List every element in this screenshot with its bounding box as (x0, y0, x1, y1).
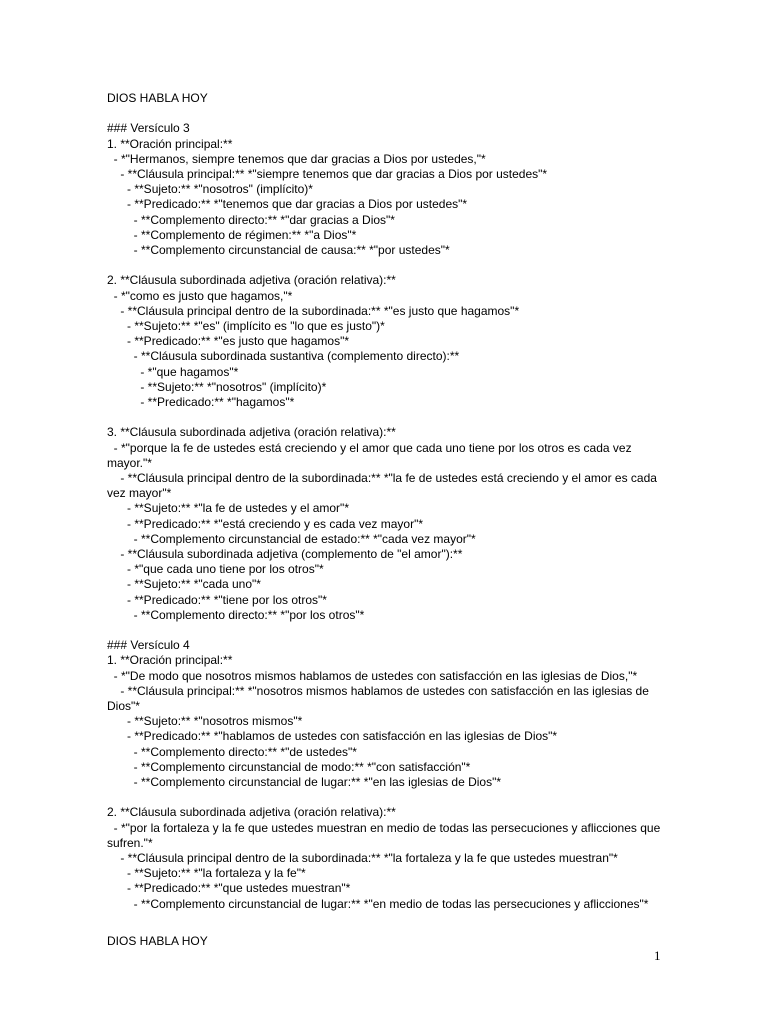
text-line: - **Sujeto:** *"cada uno"* (107, 577, 261, 592)
outline-block (107, 121, 667, 258)
text-line: - *"De modo que nosotros mismos hablamos de ustedes con satisfacción en las iglesias de Dios,"* (107, 668, 638, 683)
text-line: - **Predicado:** *"es justo que hagamos"* (107, 334, 349, 349)
text-line: - **Complemento directo:** *"de ustedes"* (107, 744, 357, 759)
text-line: - **Predicado:** *"que ustedes muestran"* (107, 881, 351, 896)
block-spacer (107, 790, 667, 805)
text-line: - **Cláusula subordinada adjetiva (complemento de "el amor"):** (107, 547, 463, 562)
text-line: 1. **Oración principal:** (107, 136, 233, 151)
text-line: - **Complemento circunstancial de causa:** *"por ustedes"* (107, 243, 450, 258)
text-line: - **Cláusula principal dentro de la subordinada:** *"la fortaleza y la fe que ustedes muestran"* (107, 851, 618, 866)
text-line: - **Predicado:** *"tenemos que dar gracias a Dios por ustedes"* (107, 197, 468, 212)
text-line: - **Complemento circunstancial de estado:** *"cada vez mayor"* (107, 531, 476, 546)
text-line: - **Cláusula subordinada sustantiva (complemento directo):** (107, 349, 460, 364)
block-spacer (107, 410, 667, 425)
page-title: DIOS HABLA HOY (107, 91, 208, 105)
header-block (107, 91, 667, 106)
text-line: - **Sujeto:** *"nosotros" (implícito)* (107, 379, 327, 394)
text-line: - *"que hagamos"* (107, 364, 239, 379)
outline-block (107, 638, 667, 790)
text-line: - **Sujeto:** *"es" (implícito es "lo que es justo")* (107, 319, 385, 334)
text-line: - **Sujeto:** *"la fe de ustedes y el amor"* (107, 501, 349, 516)
text-line: - **Cláusula principal dentro de la subordinada:** *"es justo que hagamos"* (107, 303, 520, 318)
text-line: - **Predicado:** *"hablamos de ustedes con satisfacción en las iglesias de Dios"* (107, 729, 558, 744)
text-line: - **Predicado:** *"hagamos"* (107, 395, 295, 410)
text-line: 3. **Cláusula subordinada adjetiva (oración relativa):** (107, 425, 396, 440)
text-line: ### Versículo 4 (107, 638, 190, 653)
text-line: - *"por la fortaleza y la fe que ustedes muestran en medio de todas las persecuciones y aflicciones que sufren."* (107, 820, 664, 850)
text-line: - **Complemento directo:** *"por los otros"* (107, 607, 365, 622)
document-body (107, 91, 667, 912)
text-line: 2. **Cláusula subordinada adjetiva (oración relativa):** (107, 805, 396, 820)
text-line: - **Complemento circunstancial de lugar:** *"en las iglesias de Dios"* (107, 775, 502, 790)
text-line: - **Predicado:** *"está creciendo y es cada vez mayor"* (107, 516, 424, 531)
text-line: - **Complemento de régimen:** *"a Dios"* (107, 227, 357, 242)
block-spacer (107, 258, 667, 273)
text-line: - *"Hermanos, siempre tenemos que dar gracias a Dios por ustedes,"* (107, 151, 486, 166)
text-line: - **Complemento directo:** *"dar gracias a Dios"* (107, 212, 395, 227)
text-line: 1. **Oración principal:** (107, 653, 233, 668)
text-line: - **Cláusula principal:** *"nosotros mismos hablamos de ustedes con satisfacción en las iglesias de Dios"* (107, 683, 653, 714)
page-number: 1 (654, 948, 661, 963)
text-line: - *"porque la fe de ustedes está creciendo y el amor que cada uno tiene por los otros es cada vez mayor."* (107, 440, 635, 470)
text-line: - **Sujeto:** *"nosotros mismos"* (107, 714, 303, 729)
block-spacer (107, 106, 667, 121)
text-line: - **Complemento circunstancial de lugar:** *"en medio de todas las persecuciones y aflicciones"* (107, 896, 649, 911)
outline-block (107, 805, 667, 911)
text-line: - **Sujeto:** *"la fortaleza y la fe"* (107, 866, 306, 881)
outline-block (107, 273, 667, 410)
outline-block (107, 425, 667, 623)
text-line: - **Cláusula principal:** *"siempre tenemos que dar gracias a Dios por ustedes"* (107, 167, 548, 181)
text-line: 2. **Cláusula subordinada adjetiva (oración relativa):** (107, 273, 396, 288)
text-line: - **Sujeto:** *"nosotros" (implícito)* (107, 182, 313, 197)
text-line: ### Versículo 3 (107, 121, 190, 136)
text-line: - *"que cada uno tiene por los otros"* (107, 562, 324, 577)
text-line: - **Predicado:** *"tiene por los otros"* (107, 592, 327, 607)
text-line: - **Cláusula principal dentro de la subordinada:** *"la fe de ustedes está creciendo y el amor es cada vez mayor"* (107, 471, 661, 501)
footer-title: DIOS HABLA HOY (107, 934, 208, 948)
text-line: - **Complemento circunstancial de modo:** *"con satisfacción"* (107, 759, 471, 774)
text-line: - *"como es justo que hagamos,"* (107, 288, 293, 303)
block-spacer (107, 623, 667, 638)
